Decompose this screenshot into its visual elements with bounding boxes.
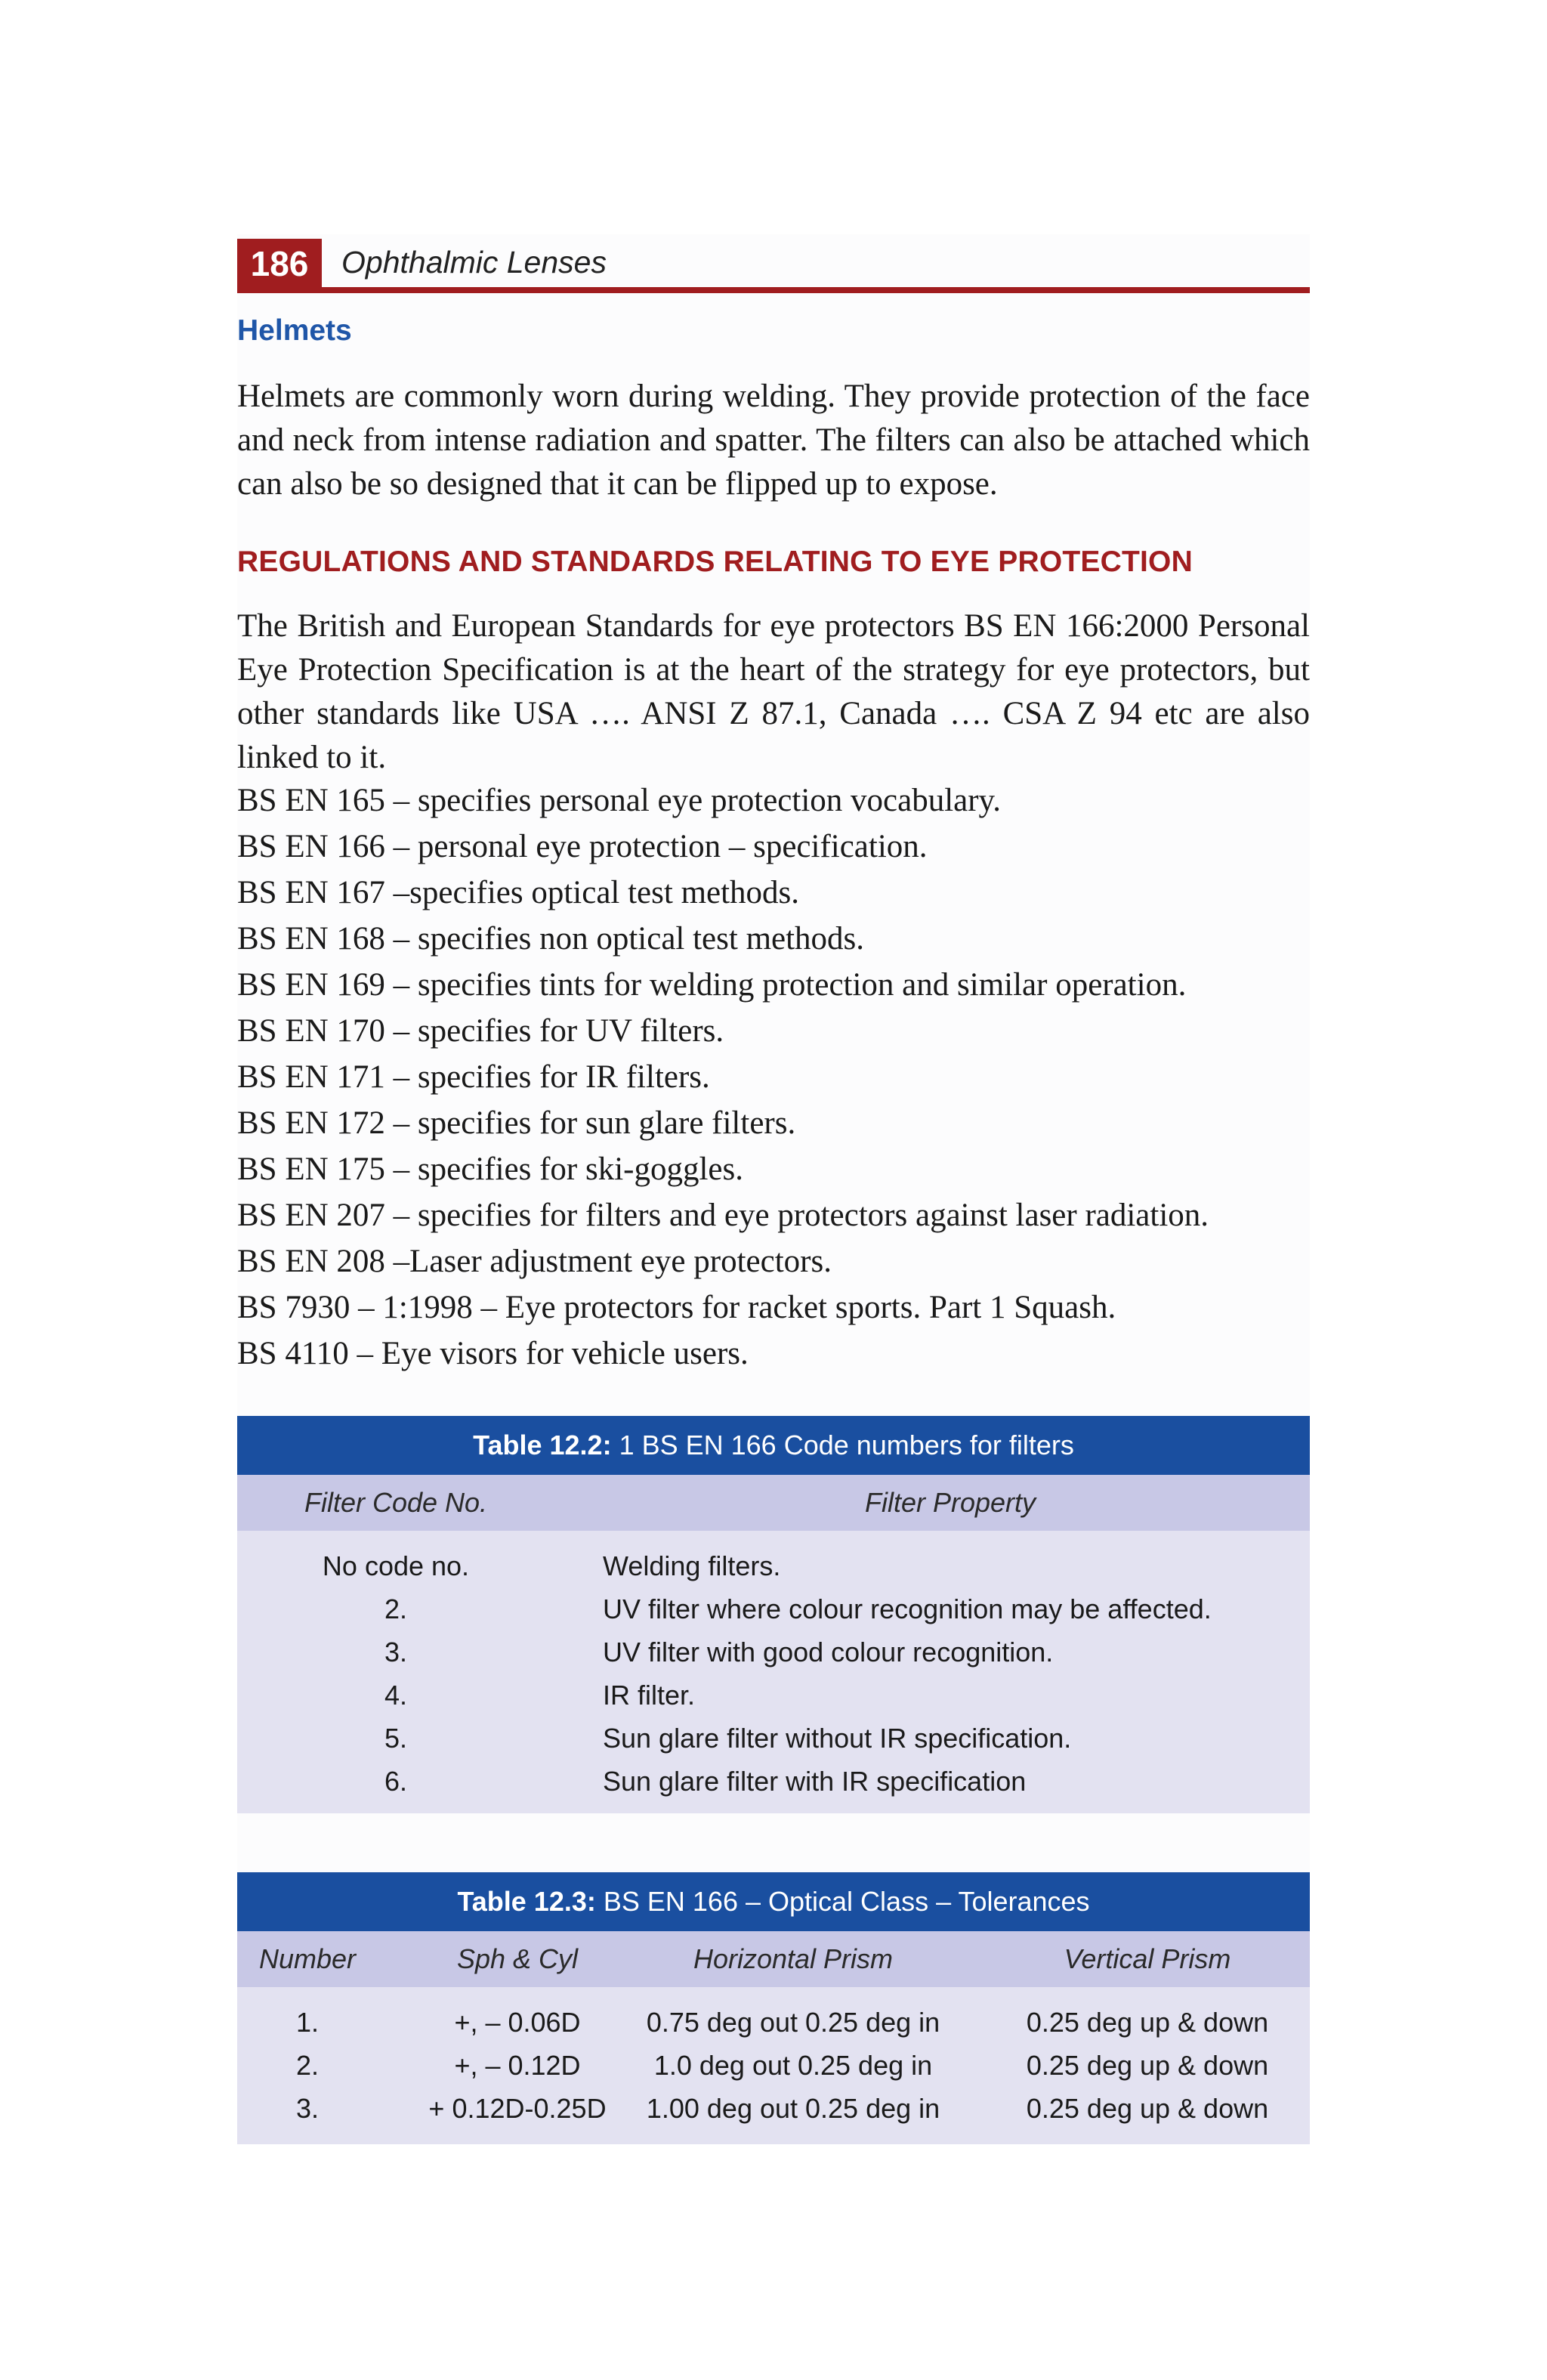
table-body: [237, 1987, 1310, 2130]
column-header: Filter Code No.: [304, 1487, 488, 1518]
table-row: [237, 1544, 1310, 1587]
standards-list: [237, 777, 1325, 1377]
table-title: [237, 1872, 1310, 1931]
column-header: Vertical Prism: [1064, 1943, 1231, 1974]
running-header: [237, 239, 1310, 295]
table-cell: 6.: [384, 1766, 408, 1797]
standard-item: BS 4110 – Eye visors for vehicle users.: [237, 1336, 749, 1371]
table-title: [237, 1416, 1310, 1475]
table-header-row: [237, 1931, 1310, 1987]
standard-item: BS EN 169 – specifies tints for welding protection and similar operation.: [237, 967, 1187, 1003]
table-cell: Welding filters.: [603, 1550, 781, 1581]
table-caption: BS EN 166 – Optical Class – Tolerances: [595, 1886, 1090, 1917]
table-cell: 5.: [384, 1723, 408, 1754]
table-cell: 0.25 deg up & down: [1026, 2093, 1269, 2124]
table-label: Table 12.3:: [457, 1886, 596, 1917]
table-cell: UV filter with good colour recognition.: [603, 1637, 1054, 1668]
standard-item: BS EN 170 – specifies for UV filters.: [237, 1013, 724, 1049]
column-header: Horizontal Prism: [693, 1943, 894, 1974]
table-header-row: [237, 1475, 1310, 1531]
table-cell: IR filter.: [603, 1680, 696, 1711]
table-row: [237, 2087, 1310, 2130]
table-row: [237, 1674, 1310, 1717]
table-body: [237, 1531, 1310, 1803]
table-cell: 2.: [384, 1593, 408, 1624]
standard-item: BS EN 172 – specifies for sun glare filters.: [237, 1105, 796, 1141]
table-cell: 3.: [384, 1637, 408, 1668]
filter-codes-table: [237, 1416, 1310, 1813]
table-cell: Sun glare filter without IR specification.: [603, 1723, 1072, 1754]
table-row: [237, 1630, 1310, 1674]
table-label: Table 12.2:: [473, 1430, 612, 1460]
regulations-heading: REGULATIONS AND STANDARDS RELATING TO EYE PROTECTION: [237, 546, 1193, 578]
table-cell: +, – 0.12D: [454, 2050, 581, 2081]
regulations-paragraph: The British and European Standards for eye protectors BS EN 166:2000 Personal Eye Protection Specification is at the heart of the strategy for eye protectors, but other standards like USA …. ANSI Z 87.1, Canada …. CSA Z 94 etc are also linked to it.: [237, 608, 1310, 775]
standard-item: BS EN 166 – personal eye protection – specification.: [237, 829, 928, 864]
page-number: 186: [237, 239, 322, 289]
standard-item: BS EN 175 – specifies for ski-goggles.: [237, 1151, 744, 1187]
table-cell: 0.75 deg out 0.25 deg in: [646, 2007, 940, 2038]
table-row: [237, 2044, 1310, 2087]
table-cell: 3.: [295, 2093, 320, 2124]
column-header: Sph & Cyl: [456, 1943, 579, 1974]
standard-item: BS EN 207 – specifies for filters and eye protectors against laser radiation.: [237, 1198, 1209, 1233]
table-cell: Sun glare filter with IR specification: [603, 1766, 1027, 1797]
table-row: [237, 2001, 1310, 2044]
table-row: [237, 1760, 1310, 1803]
standard-item: BS EN 171 – specifies for IR filters.: [237, 1059, 710, 1095]
column-header: Filter Property: [864, 1487, 1036, 1518]
table-cell: 1.0 deg out 0.25 deg in: [653, 2050, 933, 2081]
table-cell: 0.25 deg up & down: [1026, 2050, 1269, 2081]
header-rule: [237, 287, 1310, 293]
standard-item: BS EN 208 –Laser adjustment eye protectors.: [237, 1244, 832, 1279]
table-cell: 2.: [295, 2050, 320, 2081]
helmets-paragraph: Helmets are commonly worn during welding. They provide protection of the face and neck from intense radiation and spatter. The filters can also be attached which can also be so designed that it can be flipped up to expose.: [237, 379, 1310, 502]
running-title: Ophthalmic Lenses: [341, 245, 607, 280]
table-cell: 0.25 deg up & down: [1026, 2007, 1269, 2038]
table-cell: 1.00 deg out 0.25 deg in: [646, 2093, 940, 2124]
standard-item: BS 7930 – 1:1998 – Eye protectors for racket sports. Part 1 Squash.: [237, 1290, 1116, 1325]
table-caption: 1 BS EN 166 Code numbers for filters: [611, 1430, 1074, 1460]
table-cell: 4.: [384, 1680, 408, 1711]
table-cell: +, – 0.06D: [454, 2007, 581, 2038]
column-header: Number: [258, 1943, 357, 1974]
table-cell: + 0.12D-0.25D: [428, 2093, 607, 2124]
table-row: [237, 1587, 1310, 1630]
helmets-heading: Helmets: [237, 314, 352, 347]
table-cell: 1.: [295, 2007, 320, 2038]
standard-item: BS EN 167 –specifies optical test methods.: [237, 875, 800, 910]
standard-item: BS EN 165 – specifies personal eye protection vocabulary.: [237, 783, 1002, 818]
standard-item: BS EN 168 – specifies non optical test methods.: [237, 921, 865, 957]
optical-class-table: [237, 1872, 1310, 2144]
table-cell: No code no.: [322, 1550, 470, 1581]
table-cell: UV filter where colour recognition may be affected.: [603, 1593, 1212, 1624]
table-row: [237, 1717, 1310, 1760]
